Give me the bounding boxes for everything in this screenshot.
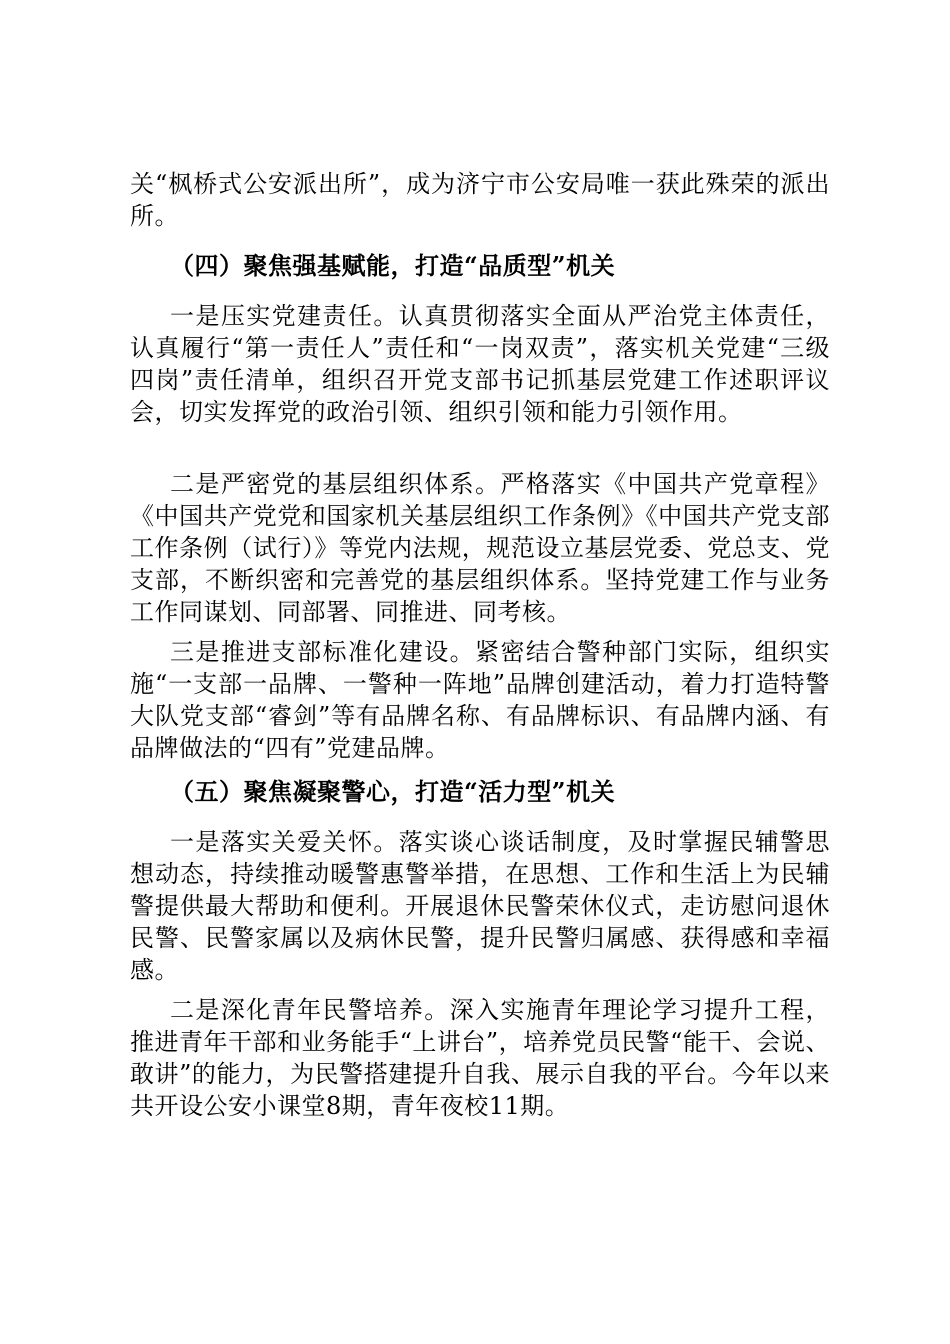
section-4-heading: （四）聚焦强基赋能，打造“品质型”机关 — [170, 251, 616, 280]
section-5-heading: （五）聚焦凝聚警心，打造“活力型”机关 — [170, 777, 616, 806]
section-5-paragraph-1: 一是落实关爱关怀。落实谈心谈话制度，及时掌握民辅警思想动态，持续推动暖警惠警举措，在思想、工作和生活上为民辅警提供最大帮助和便利。开展退休民警荣休仪式，走访慰问退休民警、民警家属以及病休民警，提升民警归属感、获得感和幸福感。 — [130, 828, 830, 984]
continuation-paragraph: 关“枫桥式公安派出所”，成为济宁市公安局唯一获此殊荣的派出所。 — [130, 170, 830, 230]
section-4-paragraph-1: 一是压实党建责任。认真贯彻落实全面从严治党主体责任，认真履行“第一责任人”责任和“一岗双责”，落实机关党建“三级四岗”责任清单，组织召开党支部书记抓基层党建工作述职评议会，切实发挥党的政治引领、组织引领和能力引领作用。 — [130, 302, 830, 426]
section-4-paragraph-3: 三是推进支部标准化建设。紧密结合警种部门实际，组织实施“一支部一品牌、一警种一阵地”品牌创建活动，着力打造特警大队党支部“睿剑”等有品牌名称、有品牌标识、有品牌内涵、有品牌做法的“四有”党建品牌。 — [130, 638, 830, 762]
section-4-paragraph-2: 二是严密党的基层组织体系。严格落实《中国共产党章程》《中国共产党党和国家机关基层组织工作条例》《中国共产党支部工作条例（试行）》等党内法规，规范设立基层党委、党总支、党支部，不断织密和完善党的基层组织体系。坚持党建工作与业务工作同谋划、同部署、同推进、同考核。 — [130, 470, 830, 626]
section-5-paragraph-2: 二是深化青年民警培养。深入实施青年理论学习提升工程，推进青年干部和业务能手“上讲台”，培养党员民警“能干、会说、敢讲”的能力，为民警搭建提升自我、展示自我的平台。今年以来共开设公安小课堂8期，青年夜校11期。 — [130, 996, 830, 1120]
